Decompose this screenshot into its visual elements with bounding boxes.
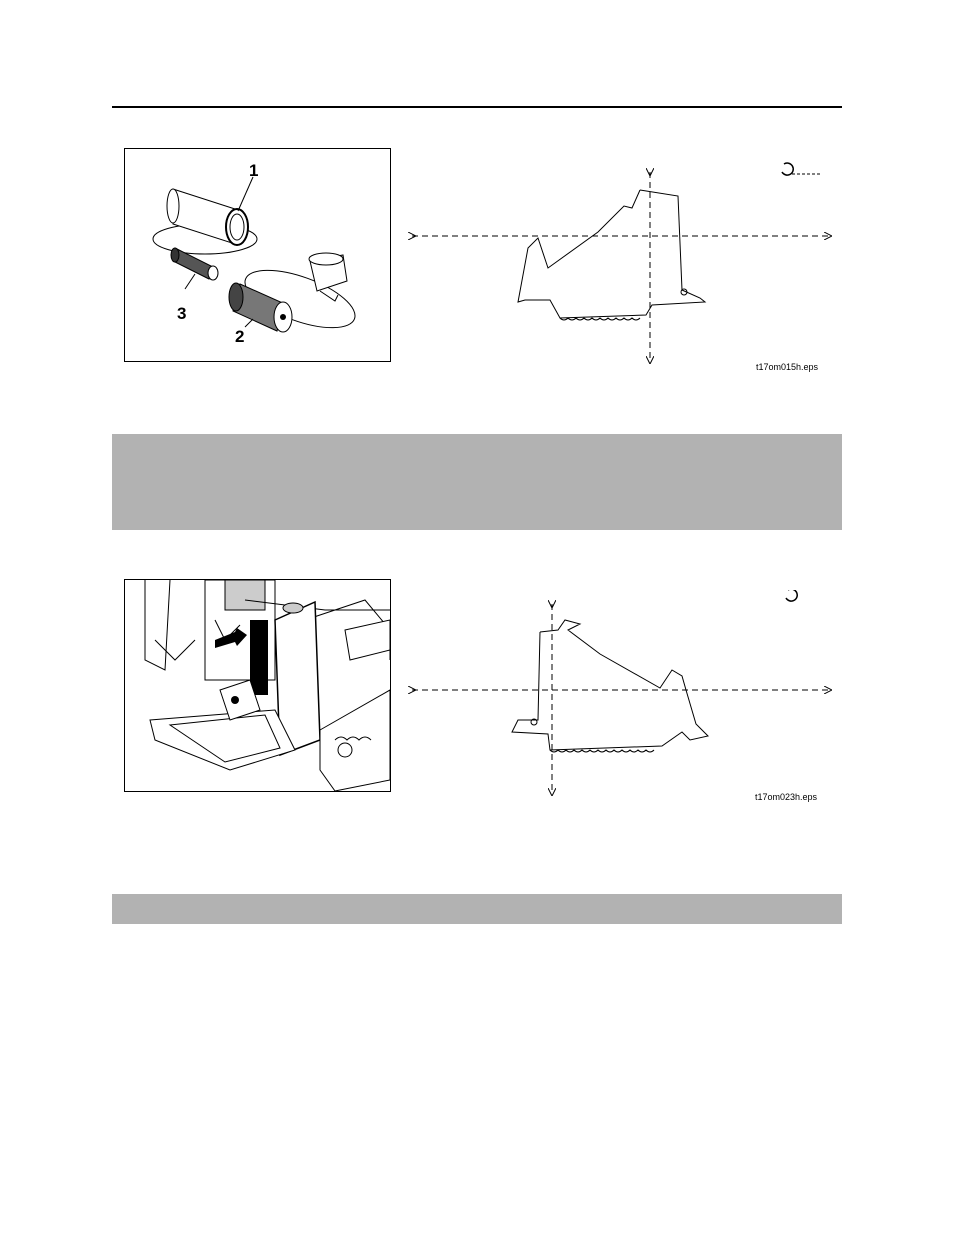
machine-illustration (124, 579, 391, 792)
callout-1: 1 (249, 161, 259, 180)
header-rule (112, 106, 842, 108)
figure1-filename: t17om015h.eps (756, 362, 819, 372)
rotate-arrows-icon (786, 590, 797, 601)
rotate-arrows-icon (782, 163, 822, 175)
orientation-diagram-2 (400, 590, 840, 810)
gray-band-bottom (112, 894, 842, 924)
orientation-diagram-1 (400, 150, 840, 380)
air-filter-drawing (125, 149, 390, 361)
callout-2: 2 (235, 327, 245, 346)
machine-drawing (125, 580, 390, 791)
air-filter-illustration (124, 148, 391, 362)
gray-band-top (112, 434, 842, 530)
figure2-filename: t17om023h.eps (755, 792, 818, 802)
callout-3: 3 (177, 304, 187, 323)
